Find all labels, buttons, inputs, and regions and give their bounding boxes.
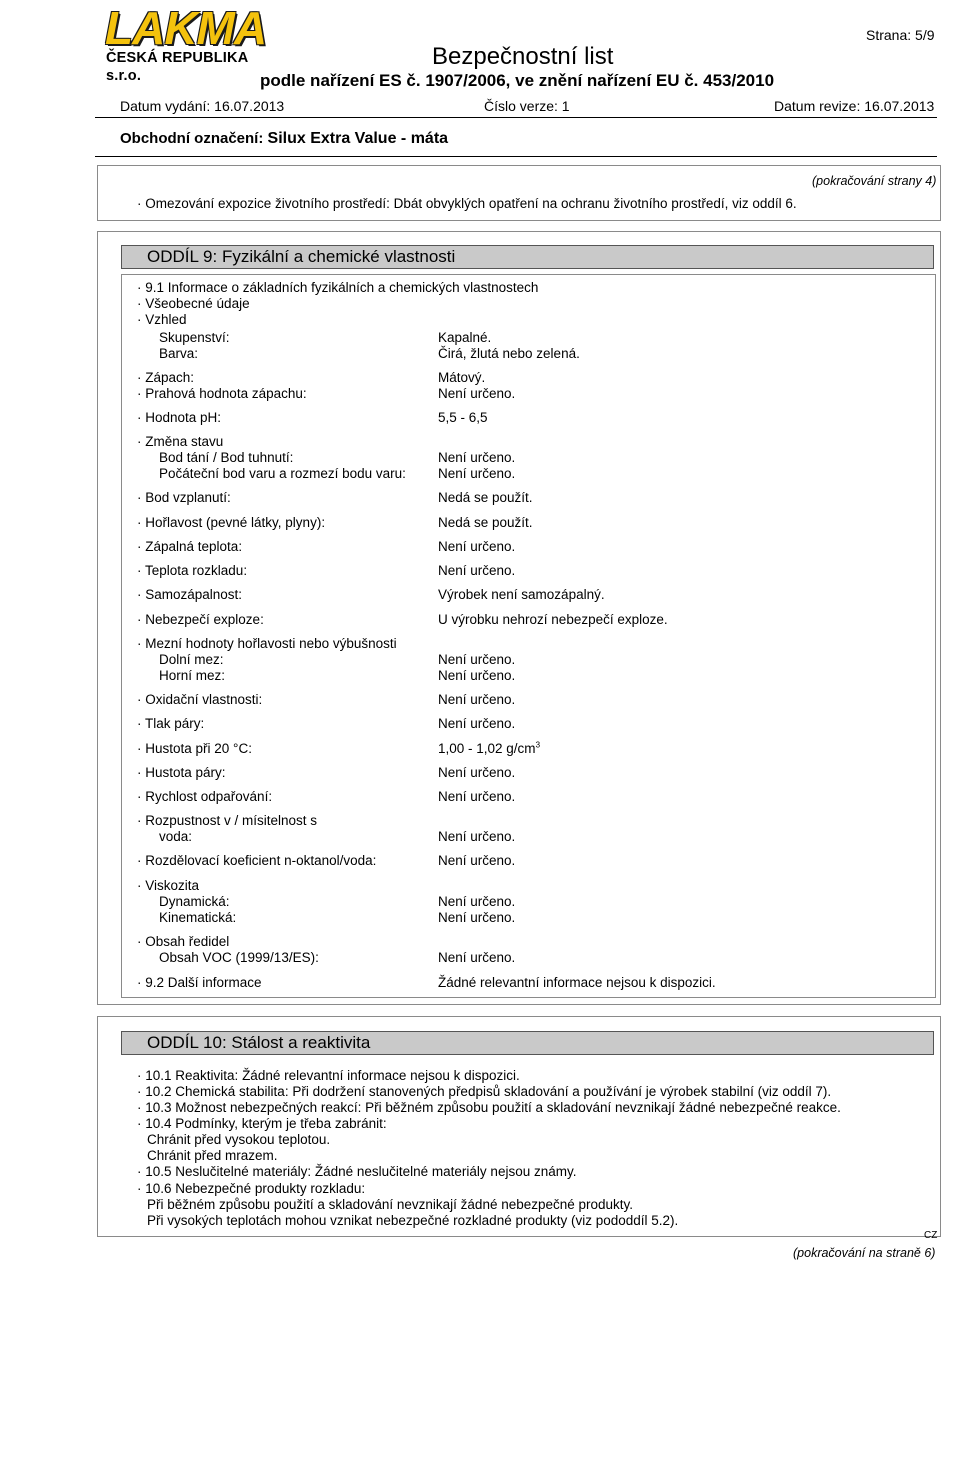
form-label: Skupenství: bbox=[159, 330, 230, 345]
trade-name-label: Obchodní označení: bbox=[120, 130, 264, 147]
evaporation-value: Není určeno. bbox=[438, 789, 516, 804]
appearance: · Vzhled bbox=[137, 312, 187, 327]
vapour-pressure-label: · Tlak páry: bbox=[137, 716, 205, 731]
hazardous-reactions-line bbox=[137, 1100, 841, 1116]
viscosity-label: · Viskozita bbox=[137, 878, 200, 893]
header-bottom-rule bbox=[95, 156, 937, 157]
density-value: 1,00 - 1,02 g/cm bbox=[438, 741, 536, 756]
general-info: · Všeobecné údaje bbox=[137, 296, 250, 311]
environmental-exposure-label: · Omezování expozice životního prostředí: bbox=[137, 196, 390, 211]
dynamic-viscosity-label: Dynamická: bbox=[159, 894, 230, 909]
header-rule bbox=[95, 117, 937, 118]
flash-point-label: · Bod vzplanutí: bbox=[137, 490, 231, 505]
vapour-pressure-value: Není určeno. bbox=[438, 716, 516, 731]
environmental-exposure-line bbox=[137, 196, 797, 212]
ph-label: · Hodnota pH: bbox=[137, 410, 222, 425]
odour-threshold-label: · Prahová hodnota zápachu: bbox=[137, 386, 307, 401]
melting-value: Není určeno. bbox=[438, 450, 516, 465]
vapour-density-label: · Hustota páry: bbox=[137, 765, 226, 780]
document-title: Bezpečnostní list bbox=[432, 43, 614, 70]
density-unit-exponent: 3 bbox=[535, 740, 541, 750]
stability-text: Při dodržení stanovených předpisů skladování a používání je výrobek stabilní (viz oddíl 7). bbox=[292, 1084, 832, 1099]
color-value: Čirá, žlutá nebo zelená. bbox=[438, 346, 580, 361]
boiling-value: Není určeno. bbox=[438, 466, 516, 481]
page-number: Strana: 5/9 bbox=[866, 27, 935, 43]
water-value: Není určeno. bbox=[438, 829, 516, 844]
odour-value: Mátový. bbox=[438, 370, 486, 385]
kinematic-viscosity-label: Kinematická: bbox=[159, 910, 237, 925]
vapour-density-value: Není určeno. bbox=[438, 765, 516, 780]
explosion-limits: · Mezní hodnoty hořlavosti nebo výbušnosti bbox=[137, 636, 397, 651]
boiling-label: Počáteční bod varu a rozmezí bodu varu: bbox=[159, 466, 406, 481]
upper-limit-label: Horní mez: bbox=[159, 668, 226, 683]
self-ignition-label: · Samozápalnost: bbox=[137, 587, 243, 602]
company-logo bbox=[105, 2, 275, 84]
upper-limit-value: Není určeno. bbox=[438, 668, 516, 683]
voc-value: Není určeno. bbox=[438, 950, 516, 965]
section9-title: ODDÍL 9: Fyzikální a chemické vlastnosti bbox=[147, 247, 456, 266]
issue-date: Datum vydání: 16.07.2013 bbox=[120, 98, 285, 114]
conditions-to-avoid-line1: Chránit před vysokou teplotou. bbox=[147, 1132, 331, 1147]
density-value-line bbox=[438, 741, 540, 757]
environmental-exposure-text: Dbát obvyklých opatření na ochranu životního prostředí, viz oddíl 6. bbox=[393, 196, 797, 211]
decomposition-value: Není určeno. bbox=[438, 563, 516, 578]
partition-label: · Rozdělovací koeficient n-oktanol/voda: bbox=[137, 853, 377, 868]
explosion-value: U výrobku nehrozí nebezpečí exploze. bbox=[438, 612, 668, 627]
form-value: Kapalné. bbox=[438, 330, 492, 345]
state-change: · Změna stavu bbox=[137, 434, 224, 449]
logo-subtitle: ČESKÁ REPUBLIKA s.r.o. bbox=[106, 50, 248, 84]
oxidising-value: Není určeno. bbox=[438, 692, 516, 707]
odour-label: · Zápach: bbox=[137, 370, 195, 385]
flash-point-value: Nedá se použít. bbox=[438, 490, 533, 505]
trade-name: Silux Extra Value - máta bbox=[267, 130, 449, 147]
odour-threshold-value: Není určeno. bbox=[438, 386, 516, 401]
stability-line bbox=[137, 1084, 831, 1100]
evaporation-label: · Rychlost odpařování: bbox=[137, 789, 273, 804]
conditions-to-avoid-line2: Chránit před mrazem. bbox=[147, 1148, 278, 1163]
other-info-label: · 9.2 Další informace bbox=[137, 975, 262, 990]
reactivity-line bbox=[137, 1068, 520, 1084]
hazardous-reactions-text: Při běžném způsobu použití a skladování nevznikají žádné nebezpečné reakce. bbox=[365, 1100, 841, 1115]
logo-text: LAKMA bbox=[105, 2, 267, 54]
color-label: Barva: bbox=[159, 346, 199, 361]
ph-value: 5,5 - 6,5 bbox=[438, 410, 488, 425]
decomposition-products-line1: Při běžném způsobu použití a skladování nevznikají žádné nebezpečné produkty. bbox=[147, 1197, 634, 1212]
density-label: · Hustota při 20 °C: bbox=[137, 741, 252, 756]
lower-limit-label: Dolní mez: bbox=[159, 652, 224, 667]
reactivity-label: · 10.1 Reaktivita: bbox=[137, 1068, 239, 1083]
decomposition-products-line2: Při vysokých teplotách mohou vznikat nebezpečné rozkladné produkty (viz pododdíl 5.2). bbox=[147, 1213, 679, 1228]
partition-value: Není určeno. bbox=[438, 853, 516, 868]
continuation-note-bottom: (pokračování na straně 6) bbox=[793, 1246, 936, 1260]
voc-label: Obsah VOC (1999/13/ES): bbox=[159, 950, 319, 965]
ignition-label: · Zápalná teplota: bbox=[137, 539, 243, 554]
decomposition-label: · Teplota rozkladu: bbox=[137, 563, 248, 578]
document-subtitle: podle nařízení ES č. 1907/2006, ve znění nařízení EU č. 453/2010 bbox=[260, 71, 775, 90]
oxidising-label: · Oxidační vlastnosti: bbox=[137, 692, 263, 707]
water-label: voda: bbox=[159, 829, 193, 844]
explosion-label: · Nebezpečí exploze: bbox=[137, 612, 264, 627]
decomposition-products-label: · 10.6 Nebezpečné produkty rozkladu: bbox=[137, 1181, 366, 1196]
lower-limit-value: Není určeno. bbox=[438, 652, 516, 667]
flammability-label: · Hořlavost (pevné látky, plyny): bbox=[137, 515, 326, 530]
conditions-to-avoid-label: · 10.4 Podmínky, kterým je třeba zabránit: bbox=[137, 1116, 387, 1131]
hazardous-reactions-label: · 10.3 Možnost nebezpečných reakcí: bbox=[137, 1100, 362, 1115]
info-heading: · 9.1 Informace o základních fyzikálních a chemických vlastnostech bbox=[137, 280, 539, 295]
language-code: CZ bbox=[924, 1230, 938, 1241]
stability-label: · 10.2 Chemická stabilita: bbox=[137, 1084, 289, 1099]
incompatible-materials-text: Žádné neslučitelné materiály nejsou známy. bbox=[314, 1164, 577, 1179]
kinematic-viscosity-value: Není určeno. bbox=[438, 910, 516, 925]
flammability-value: Nedá se použít. bbox=[438, 515, 533, 530]
revision-date: Datum revize: 16.07.2013 bbox=[774, 98, 935, 114]
dynamic-viscosity-value: Není určeno. bbox=[438, 894, 516, 909]
trade-name-line bbox=[120, 130, 448, 148]
section10-title-bar bbox=[121, 1031, 934, 1055]
other-info-value: Žádné relevantní informace nejsou k dispozici. bbox=[438, 975, 716, 990]
incompatible-materials-label: · 10.5 Neslučitelné materiály: bbox=[137, 1164, 312, 1179]
version-number: Číslo verze: 1 bbox=[484, 98, 570, 114]
reactivity-text: Žádné relevantní informace nejsou k dispozici. bbox=[242, 1068, 520, 1083]
ignition-value: Není určeno. bbox=[438, 539, 516, 554]
section10-title: ODDÍL 10: Stálost a reaktivita bbox=[147, 1033, 371, 1052]
continuation-note-top: (pokračování strany 4) bbox=[812, 174, 937, 188]
incompatible-materials-line bbox=[137, 1164, 576, 1180]
solvents-label: · Obsah ředidel bbox=[137, 934, 230, 949]
melting-label: Bod tání / Bod tuhnutí: bbox=[159, 450, 294, 465]
solubility-label: · Rozpustnost v / mísitelnost s bbox=[137, 813, 318, 828]
self-ignition-value: Výrobek není samozápalný. bbox=[438, 587, 605, 602]
section9-title-bar bbox=[121, 245, 934, 269]
